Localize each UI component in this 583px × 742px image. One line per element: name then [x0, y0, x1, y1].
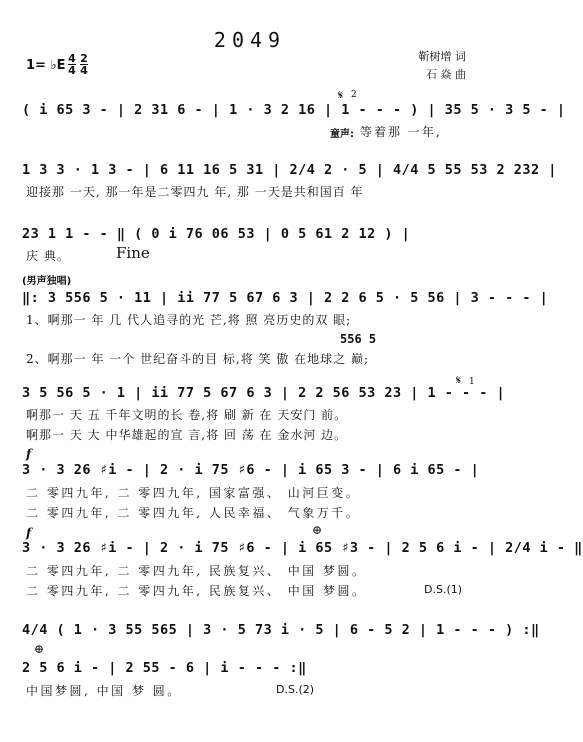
notation-line-5: 3 5 56 5 · 1 | ii 77 5 67 6 3 | 2 2 56 53 23 | 1 - - - |	[22, 385, 506, 401]
coda-icon: ⊕	[312, 523, 323, 537]
segno-icon-1: 𝄋	[456, 373, 462, 387]
fine-mark: Fine	[116, 244, 150, 262]
male-solo-label: (男声独唱)	[22, 276, 72, 287]
time-numerator: 4	[68, 52, 76, 65]
lyric-line-6b: 二 零四九年, 二 零四九年, 人民幸福、 气象万千。	[26, 506, 361, 520]
lyric-line-9: 中国梦圆, 中国 梦 圆。	[26, 684, 182, 698]
dynamic-forte-2: f	[26, 526, 32, 540]
dynamic-forte: f	[26, 447, 32, 461]
notation-line-6: 3 · 3 26 ♯i - | 2 · i 75 ♯6 - | i 65 3 - | 6 i 65 - |	[22, 462, 480, 478]
time-denominator: 4	[68, 64, 76, 77]
lyric-line-4b: 2、啊那一 年 一个 世纪奋斗的目 标,将 笑 傲 在地球之 巅;	[26, 352, 370, 366]
notation-line-1: ( i 65 3 - | 2 31 6 - | 1 · 3 2 16 | 1 - - - ) | 35 5 · 3 5 - |	[22, 102, 566, 118]
notation-line-7: 3 · 3 26 ♯i - | 2 · i 75 ♯6 - | i 65 ♯3 - | 2 5 6 i - | 2/4 i - ‖	[22, 540, 583, 556]
song-title: 2049	[213, 28, 287, 52]
coda-icon-2: ⊕	[34, 642, 45, 656]
notation-line-9: 2 5 6 i - | 2 55 - 6 | i - - - :‖	[22, 660, 307, 676]
segno-number-2: 2	[351, 90, 357, 100]
lyric-line-6a: 二 零四九年, 二 零四九年, 国家富强、 山河巨变。	[26, 486, 361, 500]
time2-numerator: 2	[80, 52, 88, 65]
segno-number-1: 1	[469, 377, 475, 387]
ds-2-mark: D.S.(2)	[276, 683, 315, 696]
children-voice-label: 童声:	[330, 129, 354, 140]
lyric-line-5b: 啊那一 天 大 中华雄起的宣 言,将 回 荡 在 金水河 边。	[26, 428, 348, 442]
time-signature-4-4	[68, 54, 76, 75]
segno-icon: 𝄋	[338, 88, 344, 102]
notation-line-3: 23 1 1 - - ‖ ( 0 i 76 06 53 | 0 5 61 2 12 ) |	[22, 226, 411, 242]
notation-line-2: 1 3 3 · 1 3 - | 6 11 16 5 31 | 2/4 2 · 5 | 4/4 5 55 53 2 232 |	[22, 162, 557, 178]
lyric-line-7b: 二 零四九年, 二 零四九年, 民族复兴、 中国 梦圆。	[26, 584, 367, 598]
lyric-line-2: 迎接那 一天, 那一年是二零四九 年, 那 一天是共和国百 年	[26, 185, 364, 199]
lyric-line-4a: 1、啊那一 年 几 代人追寻的光 芒,将 照 亮历史的双 眼;	[26, 313, 352, 327]
composer-credit: 石 焱 曲	[426, 68, 466, 81]
alternate-notes: 556 5	[340, 332, 377, 346]
lyric-line-5a: 啊那一 天 五 千年文明的长 卷,将 刷 新 在 天安门 前。	[26, 408, 348, 422]
lyric-line-7a: 二 零四九年, 二 零四九年, 民族复兴、 中国 梦圆。	[26, 564, 367, 578]
time2-denominator: 4	[80, 64, 88, 77]
lyricist-credit: 靳树增 词	[418, 50, 466, 63]
notation-line-8: 4/4 ( 1 · 3 55 565 | 3 · 5 73 i · 5 | 6 - 5 2 | 1 - - - ) :‖	[22, 622, 540, 638]
ds-1-mark: D.S.(1)	[424, 583, 463, 596]
time-signature-2-4	[80, 54, 88, 75]
lyric-line-1: 等着那 一年,	[360, 125, 442, 139]
notation-line-4: ‖: 3 556 5 · 11 | ii 77 5 67 6 3 | 2 2 6 5 · 5 56 | 3 - - - |	[22, 290, 549, 306]
key-signature: 1= ♭E	[26, 58, 66, 73]
lyric-line-3: 庆 典。	[26, 249, 70, 263]
